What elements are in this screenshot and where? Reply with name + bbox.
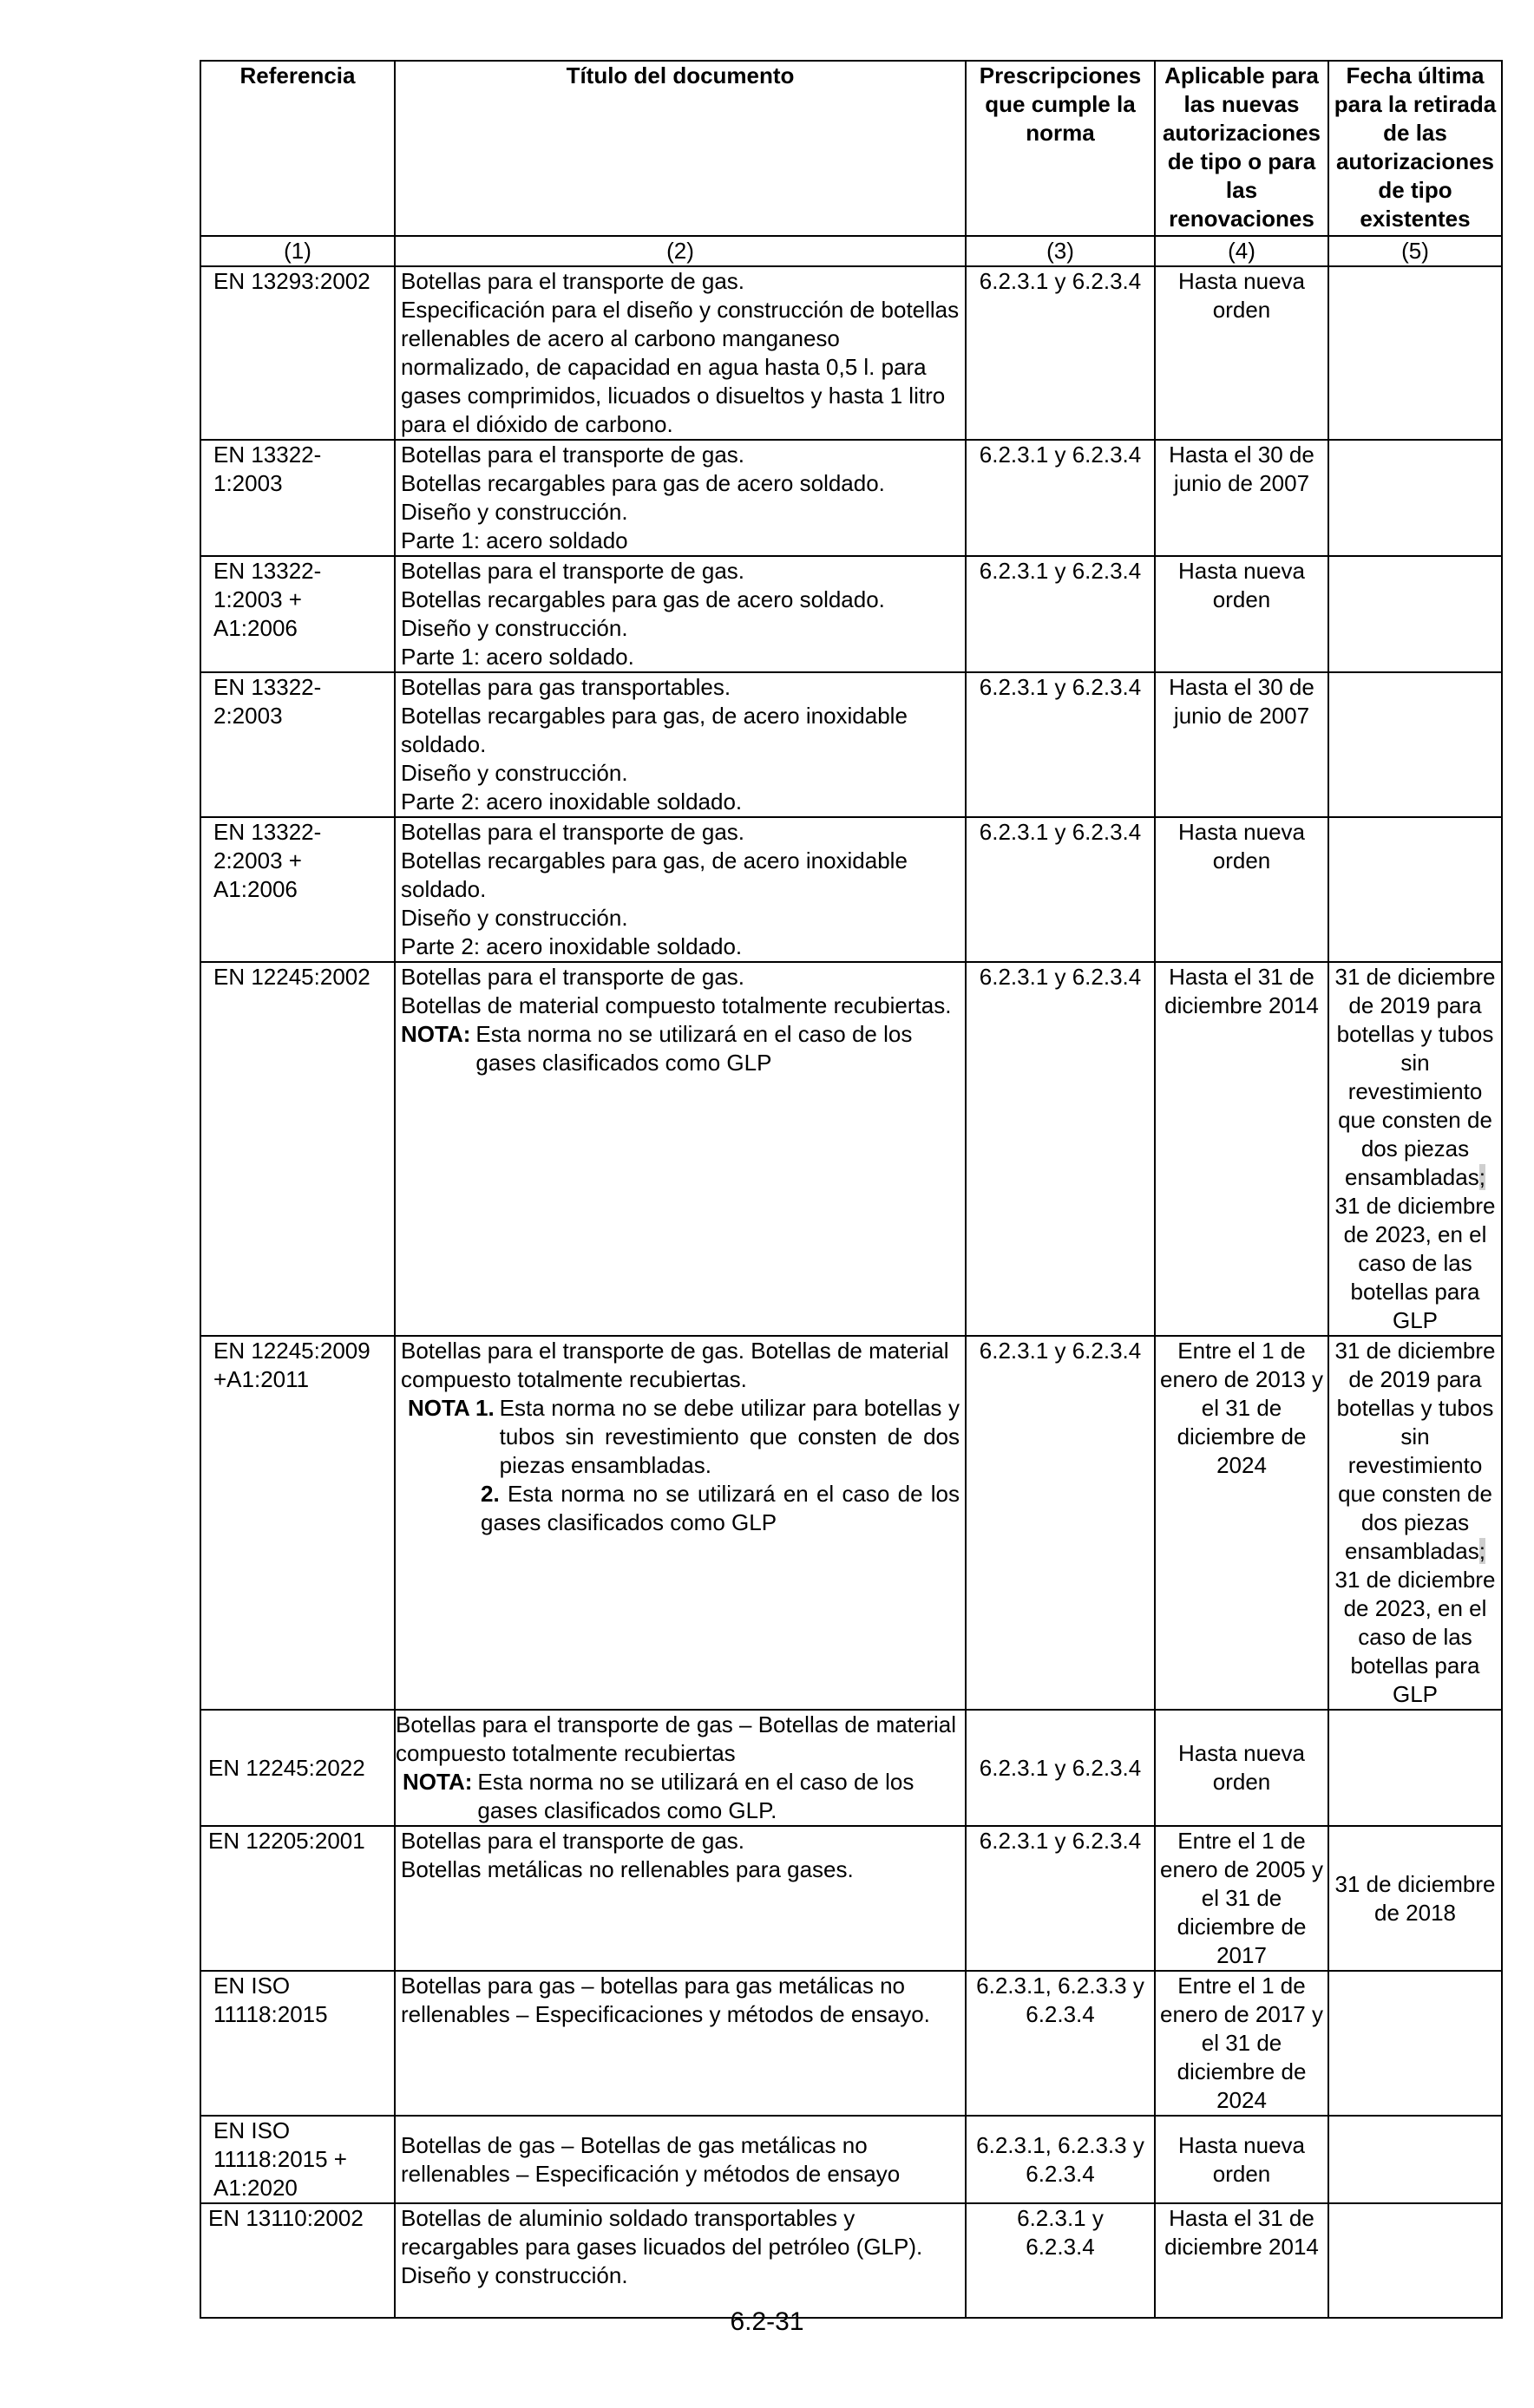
note xyxy=(401,1394,960,1480)
applicable-cell: Hasta nueva orden xyxy=(1155,266,1328,440)
standards-table xyxy=(200,60,1503,2319)
note-label: 2. xyxy=(481,1481,500,1507)
reference-cell: EN 13293:2002 xyxy=(200,266,395,440)
reference-cell: EN 13322-2:2003 xyxy=(200,672,395,817)
table-row xyxy=(200,1826,1502,1971)
header-prescriptions: Prescripciones que cumple la norma xyxy=(966,61,1155,236)
table-row xyxy=(200,1971,1502,2116)
title-line: Botellas para gas transportables. xyxy=(401,674,731,700)
withdrawal-cell: 31 de diciembre de 2018 xyxy=(1328,1826,1502,1971)
title-line: Botellas recargables para gas, de acero inoxidable soldado. xyxy=(401,703,908,757)
title-line: Especificación para el diseño y construcción de botellas rellenables de acero al carbono manganeso normalizado, de capacidad en agua hasta 0,5 l. para gases comprimidos, licuados o disueltos y hasta 1 litro para el dióxido de carbono. xyxy=(401,297,960,437)
withdrawal-text: 31 de diciembre de 2019 para botellas y tubos sin revestimiento que consten de dos piezas ensambladas xyxy=(1334,964,1496,1190)
title-cell xyxy=(395,817,966,962)
withdrawal-cell xyxy=(1328,962,1502,1336)
applicable-cell: Entre el 1 de enero de 2005 y el 31 de diciembre de 2017 xyxy=(1155,1826,1328,1971)
header-title: Título del documento xyxy=(395,61,966,236)
reference-cell: EN 12245:2009 +A1:2011 xyxy=(200,1336,395,1710)
withdrawal-text: 31 de diciembre de 2019 para botellas y tubos sin revestimiento que consten de dos piezas ensambladas xyxy=(1334,1338,1496,1564)
title-cell xyxy=(395,672,966,817)
prescriptions-cell: 6.2.3.1 y 6.2.3.4 xyxy=(966,1710,1155,1826)
table-row xyxy=(200,556,1502,672)
withdrawal-cell xyxy=(1328,1710,1502,1826)
withdrawal-cell xyxy=(1328,2203,1502,2318)
title-line: Botellas para el transporte de gas – Botellas de material compuesto totalmente recubiertas xyxy=(396,1711,957,1766)
note xyxy=(396,1768,960,1825)
title-line: Parte 2: acero inoxidable soldado. xyxy=(401,933,743,959)
title-line: Botellas recargables para gas de acero soldado. xyxy=(401,586,885,612)
note-2 xyxy=(401,1480,960,1537)
table-row xyxy=(200,1710,1502,1826)
title-line: Botellas para el transporte de gas. xyxy=(401,558,745,584)
table-row xyxy=(200,2116,1502,2203)
applicable-cell: Entre el 1 de enero de 2017 y el 31 de diciembre de 2024 xyxy=(1155,1971,1328,2116)
reference-cell: EN ISO 11118:2015 xyxy=(200,1971,395,2116)
reference-cell: EN 13322-1:2003 + A1:2006 xyxy=(200,556,395,672)
withdrawal-cell xyxy=(1328,556,1502,672)
note-text: Esta norma no se utilizará en el caso de los gases clasificados como GLP xyxy=(475,1021,913,1076)
table-row xyxy=(200,962,1502,1336)
prescriptions-cell: 6.2.3.1 y 6.2.3.4 xyxy=(966,1336,1155,1710)
note-label: NOTA: xyxy=(401,1021,471,1047)
title-cell: Botellas de aluminio soldado transportables y recargables para gases licuados del petróleo (GLP). Diseño y construcción. xyxy=(395,2203,966,2318)
title-line: Diseño y construcción. xyxy=(401,499,628,525)
title-cell xyxy=(395,1336,966,1710)
withdrawal-cell xyxy=(1328,1336,1502,1710)
reference-cell: EN ISO 11118:2015 + A1:2020 xyxy=(200,2116,395,2203)
prescriptions-cell: 6.2.3.1 y 6.2.3.4 xyxy=(966,440,1155,556)
applicable-cell: Hasta el 30 de junio de 2007 xyxy=(1155,440,1328,556)
highlighted-separator: ; xyxy=(1478,1164,1485,1190)
column-number-row xyxy=(200,236,1502,266)
table-row xyxy=(200,672,1502,817)
note xyxy=(401,1020,960,1077)
withdrawal-cell xyxy=(1328,1971,1502,2116)
note-text: Esta norma no se debe utilizar para botellas y tubos sin revestimiento que consten de dos piezas ensambladas. xyxy=(499,1395,960,1478)
column-number: (4) xyxy=(1155,236,1328,266)
withdrawal-text: 31 de diciembre de 2023, en el caso de las botellas para GLP xyxy=(1334,1567,1496,1707)
prescriptions-cell: 6.2.3.1, 6.2.3.3 y 6.2.3.4 xyxy=(966,1971,1155,2116)
title-line: Botellas de material compuesto totalmente recubiertas. xyxy=(401,992,952,1018)
table-row xyxy=(200,440,1502,556)
note-text: Esta norma no se utilizará en el caso de los gases clasificados como GLP. xyxy=(477,1769,914,1823)
prescriptions-cell: 6.2.3.1 y 6.2.3.4 xyxy=(966,817,1155,962)
prescriptions-cell: 6.2.3.1 y 6.2.3.4 xyxy=(966,962,1155,1336)
title-line: Botellas para el transporte de gas. xyxy=(401,268,745,294)
header-withdrawal: Fecha última para la retirada de las autorizaciones de tipo existentes xyxy=(1328,61,1502,236)
highlighted-separator: ; xyxy=(1478,1538,1485,1564)
prescriptions-cell: 6.2.3.1 y 6.2.3.4 xyxy=(966,2203,1155,2318)
title-line: Botellas para el transporte de gas. xyxy=(401,964,745,990)
title-line: Parte 2: acero inoxidable soldado. xyxy=(401,788,743,815)
header-row xyxy=(200,61,1502,236)
title-cell: Botellas para gas – botellas para gas metálicas no rellenables – Especificaciones y métodos de ensayo. xyxy=(395,1971,966,2116)
title-line: Botellas para el transporte de gas. Botellas de material compuesto totalmente recubiertas. xyxy=(401,1338,949,1392)
title-cell xyxy=(395,1826,966,1971)
title-cell xyxy=(395,266,966,440)
prescriptions-cell: 6.2.3.1, 6.2.3.3 y 6.2.3.4 xyxy=(966,2116,1155,2203)
table-row xyxy=(200,2203,1502,2318)
table-row xyxy=(200,817,1502,962)
title-line: Botellas para el transporte de gas. xyxy=(401,819,745,845)
withdrawal-cell xyxy=(1328,440,1502,556)
header-applicable: Aplicable para las nuevas autorizaciones de tipo o para las renovaciones xyxy=(1155,61,1328,236)
title-line: Diseño y construcción. xyxy=(401,615,628,641)
header-ref: Referencia xyxy=(200,61,395,236)
applicable-cell: Hasta nueva orden xyxy=(1155,817,1328,962)
page-number: 6.2-31 xyxy=(730,2307,804,2336)
title-cell xyxy=(395,556,966,672)
note-text: Esta norma no se utilizará en el caso de los gases clasificados como GLP xyxy=(481,1481,960,1535)
title-line: Parte 1: acero soldado xyxy=(401,527,628,553)
title-line: Botellas recargables para gas de acero soldado. xyxy=(401,470,885,496)
title-cell xyxy=(395,440,966,556)
reference-cell: EN 13110:2002 xyxy=(200,2203,395,2318)
applicable-cell: Hasta nueva orden xyxy=(1155,1710,1328,1826)
applicable-cell: Hasta el 30 de junio de 2007 xyxy=(1155,672,1328,817)
title-cell xyxy=(395,962,966,1336)
reference-cell: EN 12245:2022 xyxy=(200,1710,395,1826)
title-line: Diseño y construcción. xyxy=(401,760,628,786)
title-line: Botellas para el transporte de gas. xyxy=(401,442,745,468)
prescriptions-cell: 6.2.3.1 y 6.2.3.4 xyxy=(966,556,1155,672)
reference-cell: EN 13322-1:2003 xyxy=(200,440,395,556)
title-cell: Botellas de gas – Botellas de gas metálicas no rellenables – Especificación y métodos de ensayo xyxy=(395,2116,966,2203)
title-line: Botellas recargables para gas, de acero inoxidable soldado. xyxy=(401,847,908,902)
title-line: Diseño y construcción. xyxy=(401,905,628,931)
prescriptions-cell: 6.2.3.1 y 6.2.3.4 xyxy=(966,1826,1155,1971)
title-line: Botellas metálicas no rellenables para gases. xyxy=(401,1856,854,1882)
withdrawal-text: 31 de diciembre de 2023, en el caso de las botellas para GLP xyxy=(1334,1193,1496,1333)
note-label: NOTA: xyxy=(403,1769,473,1795)
table-row xyxy=(200,1336,1502,1710)
withdrawal-cell xyxy=(1328,672,1502,817)
column-number: (1) xyxy=(200,236,395,266)
title-cell xyxy=(395,1710,966,1826)
title-line: Parte 1: acero soldado. xyxy=(401,644,634,670)
reference-cell: EN 13322-2:2003 + A1:2006 xyxy=(200,817,395,962)
column-number: (5) xyxy=(1328,236,1502,266)
column-number: (3) xyxy=(966,236,1155,266)
withdrawal-cell xyxy=(1328,2116,1502,2203)
applicable-cell: Hasta nueva orden xyxy=(1155,2116,1328,2203)
applicable-cell: Hasta el 31 de diciembre 2014 xyxy=(1155,2203,1328,2318)
reference-cell: EN 12245:2002 xyxy=(200,962,395,1336)
note-label: NOTA 1. xyxy=(408,1395,495,1421)
title-line: Botellas para el transporte de gas. xyxy=(401,1828,745,1854)
withdrawal-cell xyxy=(1328,817,1502,962)
applicable-cell: Entre el 1 de enero de 2013 y el 31 de diciembre de 2024 xyxy=(1155,1336,1328,1710)
applicable-cell: Hasta el 31 de diciembre 2014 xyxy=(1155,962,1328,1336)
applicable-cell: Hasta nueva orden xyxy=(1155,556,1328,672)
column-number: (2) xyxy=(395,236,966,266)
reference-cell: EN 12205:2001 xyxy=(200,1826,395,1971)
prescriptions-cell: 6.2.3.1 y 6.2.3.4 xyxy=(966,266,1155,440)
prescriptions-cell: 6.2.3.1 y 6.2.3.4 xyxy=(966,672,1155,817)
table-row xyxy=(200,266,1502,440)
withdrawal-cell xyxy=(1328,266,1502,440)
